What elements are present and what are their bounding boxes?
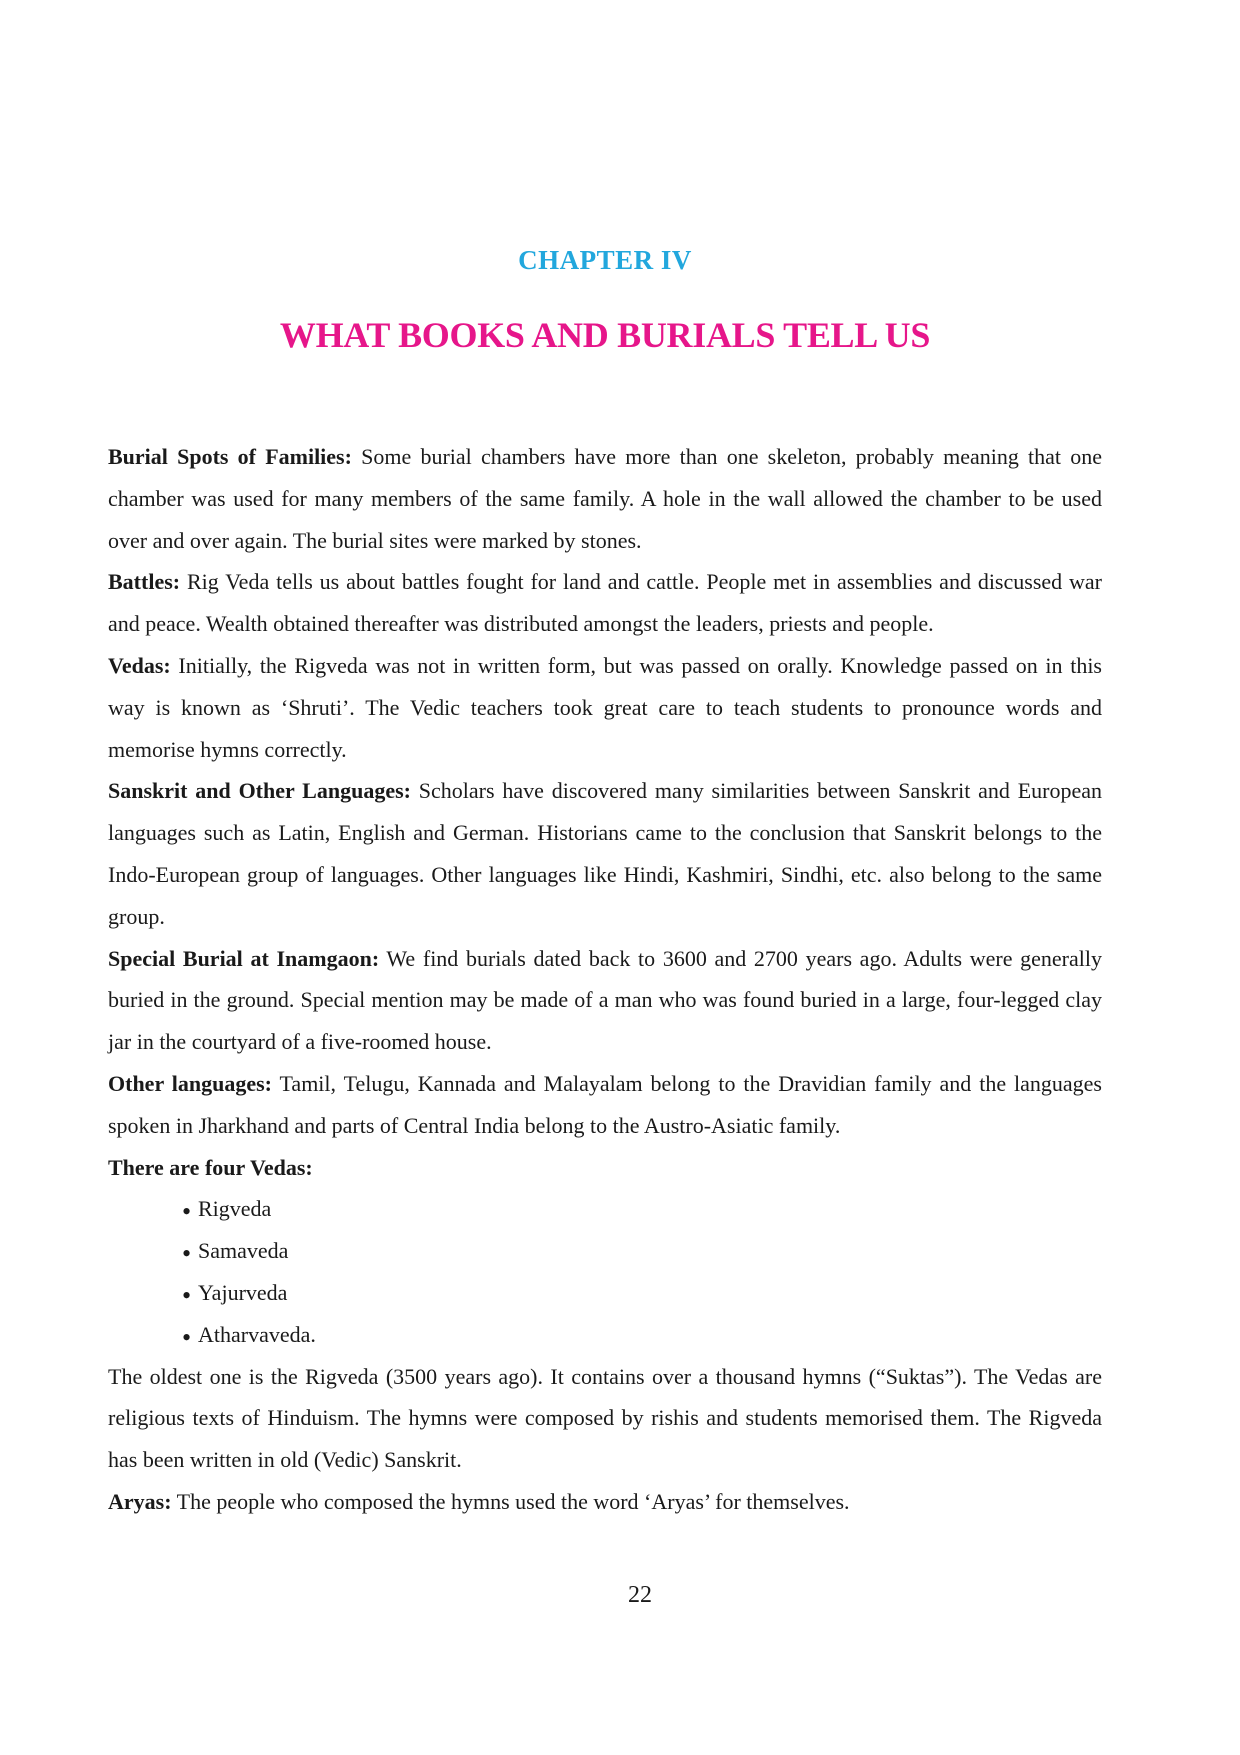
term-vedas: Vedas: [108,652,171,678]
paragraph-burial-spots [108,436,1102,561]
veda-name: Samaveda [198,1238,289,1264]
bullet-icon: • [182,1197,192,1227]
vedas-heading: There are four Vedas: [108,1154,313,1180]
vedas-list [108,1188,1102,1355]
chapter-title: WHAT BOOKS AND BURIALS TELL US [279,315,931,355]
page-number: 22 [628,1582,652,1608]
text-vedas: Initially, the Rigveda was not in written form, but was passed on orally. Knowledge passed on in this way is known as ‘Shruti’. The Vedic teachers took great care to teach students to pronounce words and memorise hymns correctly. [108,652,1102,762]
text-battles: Rig Veda tells us about battles fought for land and cattle. People met in assemblies and discussed war and peace. Wealth obtained thereafter was distributed amongst the leaders, priests and people. [108,569,1102,637]
text-burial-spots: Some burial chambers have more than one skeleton, probably meaning that one chamber was used for many members of the same family. A hole in the wall allowed the chamber to be used over and over again. The burial sites were marked by stones. [108,444,1103,553]
term-other-languages: Other languages: [108,1070,272,1096]
list-item [182,1188,1102,1230]
paragraph-other-languages [108,1063,1102,1147]
text-other-languages: Tamil, Telugu, Kannada and Malayalam belong to the Dravidian family and the languages spoken in Jharkhand and parts of Central India belong to the Austro-Asiatic family. [108,1070,1102,1138]
term-battles: Battles: [108,569,181,595]
term-sanskrit: Sanskrit and Other Languages: [108,778,411,804]
paragraph-oldest-veda: The oldest one is the Rigveda (3500 years ago). It contains over a thousand hymns (“Suktas”). The Vedas are religious texts of Hinduism. The hymns were composed by rishis and students memorised them. The Rigveda has been written in old (Vedic) Sanskrit. [108,1363,1102,1473]
veda-name: Yajurveda [198,1279,288,1305]
bullet-icon: • [182,1322,192,1352]
list-item [182,1230,1102,1272]
paragraph-sanskrit [108,770,1102,937]
veda-name: Rigveda [198,1196,272,1222]
term-inamgaon: Special Burial at Inamgaon: [108,945,380,971]
list-item [182,1314,1102,1356]
page-content [108,436,1102,1523]
paragraph-battles [108,561,1102,645]
bullet-icon: • [182,1280,192,1310]
text-sanskrit: Scholars have discovered many similarities between Sanskrit and European languages such as Latin, English and German. Historians came to the conclusion that Sanskrit belongs to the Indo-European group of languages. Other languages like Hindi, Kashmiri, Sindhi, etc. also belong to the same group. [108,778,1102,929]
paragraph-aryas [108,1481,1102,1523]
term-burial-spots: Burial Spots of Families: [108,444,352,469]
text-inamgaon: We find burials dated back to 3600 and 2700 years ago. Adults were generally buried in the ground. Special mention may be made of a man who was found buried in a large, four-legged clay jar in the courtyard of a five-roomed house. [108,945,1102,1055]
text-aryas: The people who composed the hymns used the word ‘Aryas’ for themselves. [171,1488,850,1514]
chapter-label: CHAPTER IV [518,245,692,275]
veda-name: Atharvaveda. [198,1321,316,1347]
paragraph-vedas [108,645,1102,770]
paragraph-inamgaon [108,938,1102,1063]
list-item [182,1272,1102,1314]
term-aryas: Aryas: [108,1488,172,1514]
bullet-icon: • [182,1239,192,1269]
